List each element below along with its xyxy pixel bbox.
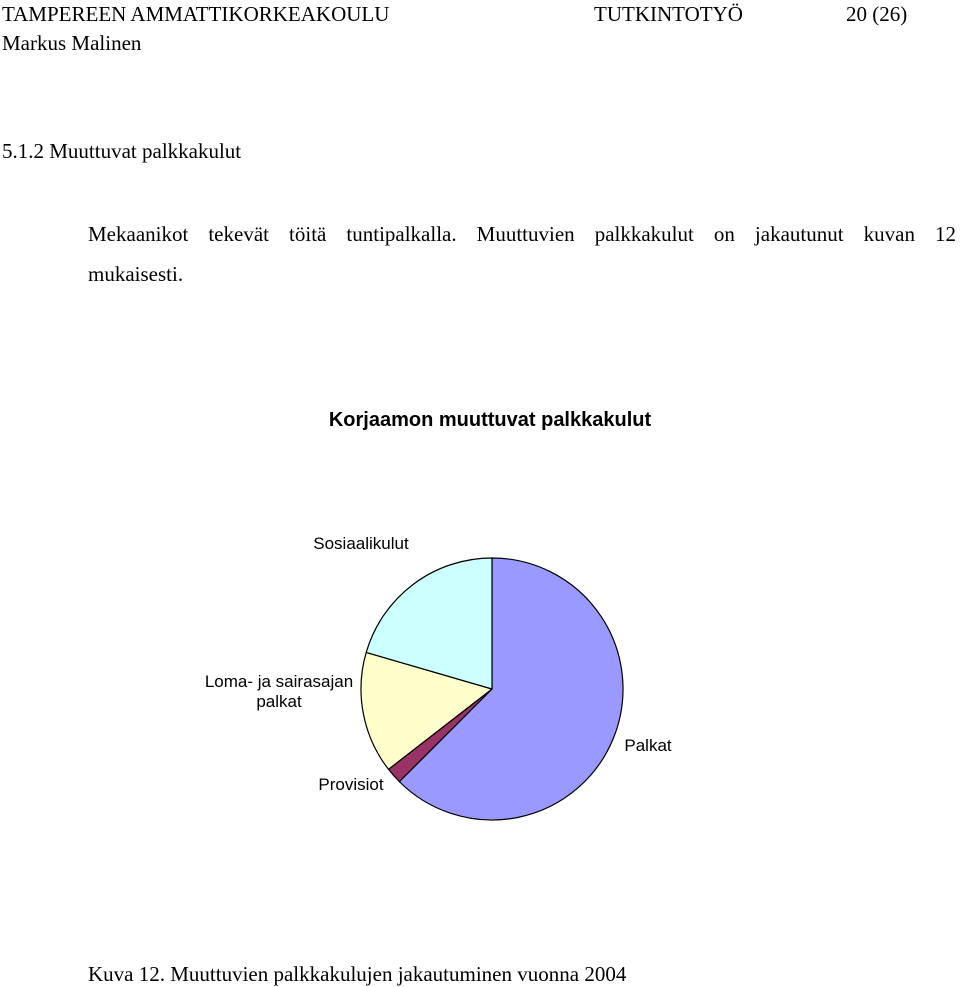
paragraph-line-1: Mekaanikot tekevät töitä tuntipalkalla. Muuttuvien palkkakulut on jakautunut kuvan 12 <box>88 222 956 246</box>
pie-label-loma-ja-sairasajan-palkat: Loma- ja sairasajan palkat <box>204 672 354 711</box>
pie-slices <box>361 558 623 820</box>
pie-label-provisiot: Provisiot <box>318 775 384 794</box>
pie-label-sosiaalikulut: Sosiaalikulut <box>313 534 409 553</box>
header-author: Markus Malinen <box>2 31 142 55</box>
pie-label-palkat: Palkat <box>624 736 672 755</box>
chart-title: Korjaamon muuttuvat palkkakulut <box>328 409 652 431</box>
section-heading: 5.1.2 Muuttuvat palkkakulut <box>2 139 242 163</box>
header-document-type: TUTKINTOTYÖ <box>594 2 743 26</box>
header-institution: TAMPEREEN AMMATTIKORKEAKOULU <box>2 2 390 26</box>
header-page-number: 20 (26) <box>846 2 908 26</box>
figure-caption: Kuva 12. Muuttuvien palkkakulujen jakautuminen vuonna 2004 <box>88 962 627 986</box>
paragraph-line-2: mukaisesti. <box>88 262 184 286</box>
